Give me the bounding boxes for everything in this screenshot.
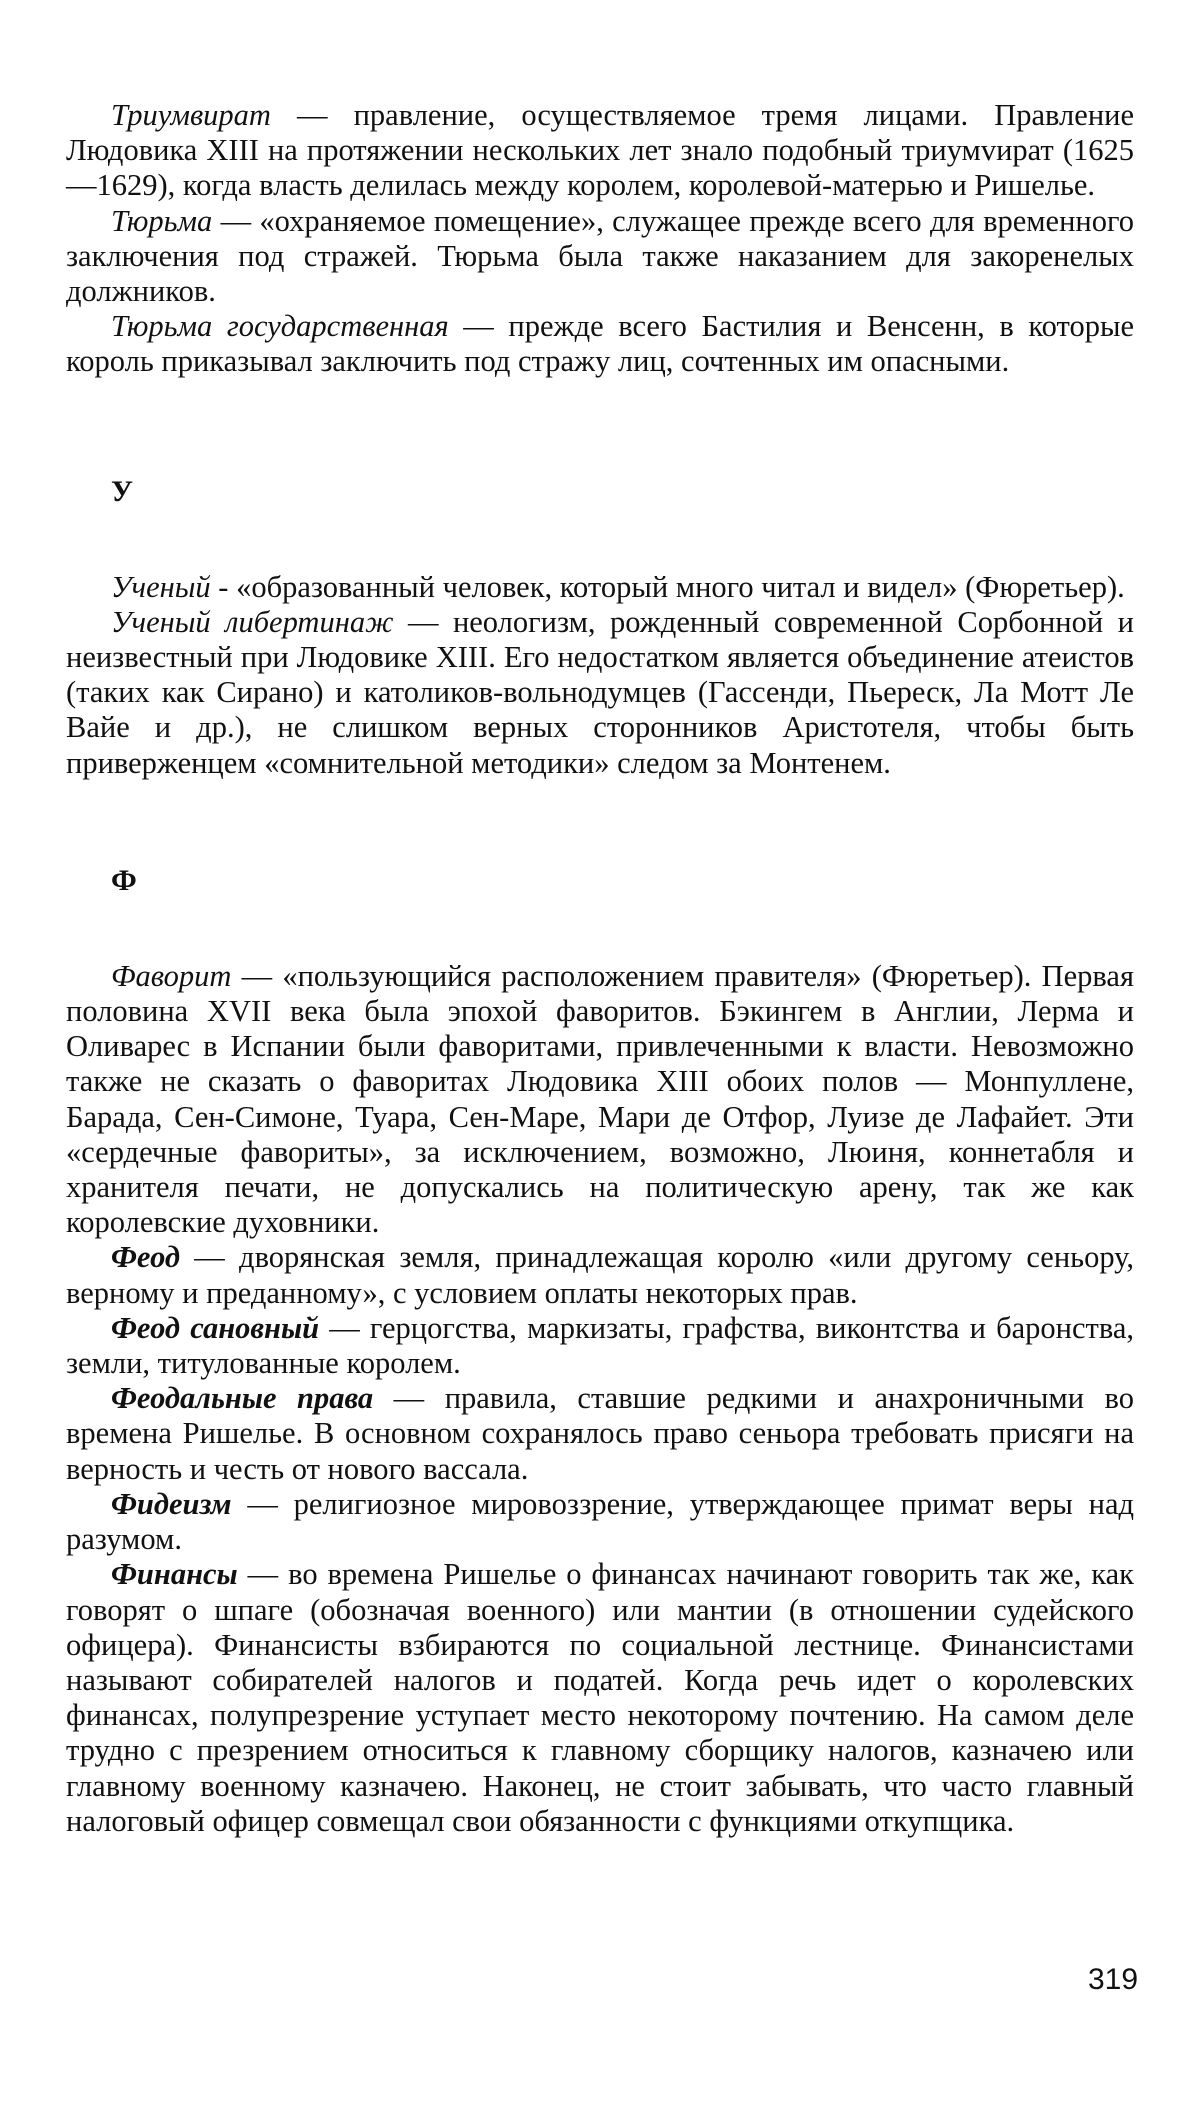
entry-tyurma-gosudarstvennaya [66, 309, 1134, 379]
entry-uchenyi [66, 570, 1134, 605]
entry-uchenyi-libertinazh [66, 605, 1134, 781]
entry-definition: — прежде всего Бастилия и Венсенн, в ко­торые король приказывал заключить под стражу лиц, сочтенных им опасными. [66, 309, 1134, 378]
entry-finansy [66, 1557, 1134, 1839]
entry-term: Феодальные права [111, 1381, 373, 1415]
entry-definition: — «пользующийся расположением правителя» (Фюреть­ер). Первая половина XVII века была эпохой фаворитов. Бэкингем в Англии, Лерма и Оливарес в Испании были фаворитами, привлечен­ными к власти. Невозможно также не сказать о фаворитах Людови­ка XIII обоих полов — Монпуллене, Барада, Сен-Симоне, Туара, Сен-Маре, Мари де Отфор, Луизе де Лафайет. Эти «сердечные фавориты», за исключением, возможно, Люиня, коннетабля и хранителя печати, не допускались на политическую арену, так же как королевские духов­ники. [66, 959, 1134, 1239]
entry-tyurma [66, 204, 1134, 310]
entry-term: Ученый либертинаж [111, 605, 393, 639]
section-letter-f: Ф [66, 861, 1134, 901]
entry-term: Финансы [111, 1557, 238, 1591]
entry-feod [66, 1240, 1134, 1310]
entry-fideizm [66, 1487, 1134, 1557]
section-letter-u: У [66, 472, 1134, 512]
entry-definition: — дворянская земля, принадлежащая королю «или другому сень­ору, верному и преданному», с условием оплаты некоторых прав. [66, 1240, 1134, 1309]
entry-definition: — правление, осуществляемое тремя лицами. Правление Людовика XIII на протяжении нескольких лет знало подобный триум­vират (1625—1629), когда власть делилась между королем, королевой-матерью и Ришелье. [66, 98, 1134, 202]
entry-definition: — во времена Ришелье о финансах начинают говорить так же, как говорят о шпаге (обозначая военного) или мантии (в отноше­нии судейского офицера). Финансисты взбираются по социальной ле­стнице. Финансистами называют собирателей налогов и податей. Ког­да речь идет о королевских финансах, полупрезрение уступает место некоторому почтению. На самом деле трудно с презрением относиться к главному сборщику налогов, казначею или главному военному казна­чею. Наконец, не стоит забывать, что часто главный налоговый офицер совмещал свои обязанности с функциями откупщика. [66, 1557, 1134, 1837]
entry-term: Фаворит [111, 959, 231, 993]
dictionary-page [66, 98, 1134, 1839]
entry-term: Триумвират [111, 98, 271, 132]
entry-term: Тюрьма [111, 204, 212, 238]
entry-definition: — «охраняемое помещение», служащее прежде всего для вре­менного заключения под стражей. Тюрьма была также наказанием для закоренелых должников. [66, 204, 1134, 308]
entry-term: Фидеизм [111, 1487, 232, 1521]
entry-favorit [66, 959, 1134, 1241]
entry-definition: - «образованный человек, который много читал и видел» (Фюретьер). [211, 570, 1125, 604]
entry-definition: — правила, ставшие редкими и анахроничными во времена Ришелье. В основном сохранялось право сеньора требовать присяги на верность и честь от нового вассала. [66, 1381, 1134, 1485]
entry-definition: — религиозное мировоззрение, утверждающее примат веры над разумом. [66, 1487, 1134, 1556]
entry-term: Феод сановный [111, 1311, 319, 1345]
entry-term: Тюрьма государственная [111, 309, 449, 343]
entry-term: Ученый [111, 570, 211, 604]
entry-triumvirat [66, 98, 1134, 204]
entry-feodalnye-prava [66, 1381, 1134, 1487]
entry-definition: — неологизм, рожденный современной Сорбон­ной и неизвестный при Людовике XIII. Его недостатком является объ­единение атеистов (таких как Сирано) и католиков-вольнодумцев (Гассенди, Пьереск, Ла Мотт Ле Вайе и др.), не слишком верных сто­ронников Аристотеля, чтобы быть приверженцем «сомнительной мето­дики» следом за Монтенем. [66, 605, 1134, 780]
entry-term: Феод [111, 1240, 180, 1274]
entry-definition: — герцогства, маркизаты, графства, виконтства и ба­ронства, земли, титулованные королем. [66, 1311, 1134, 1380]
entry-feod-sanovnyi [66, 1311, 1134, 1381]
page-number: 319 [1088, 1963, 1138, 1997]
